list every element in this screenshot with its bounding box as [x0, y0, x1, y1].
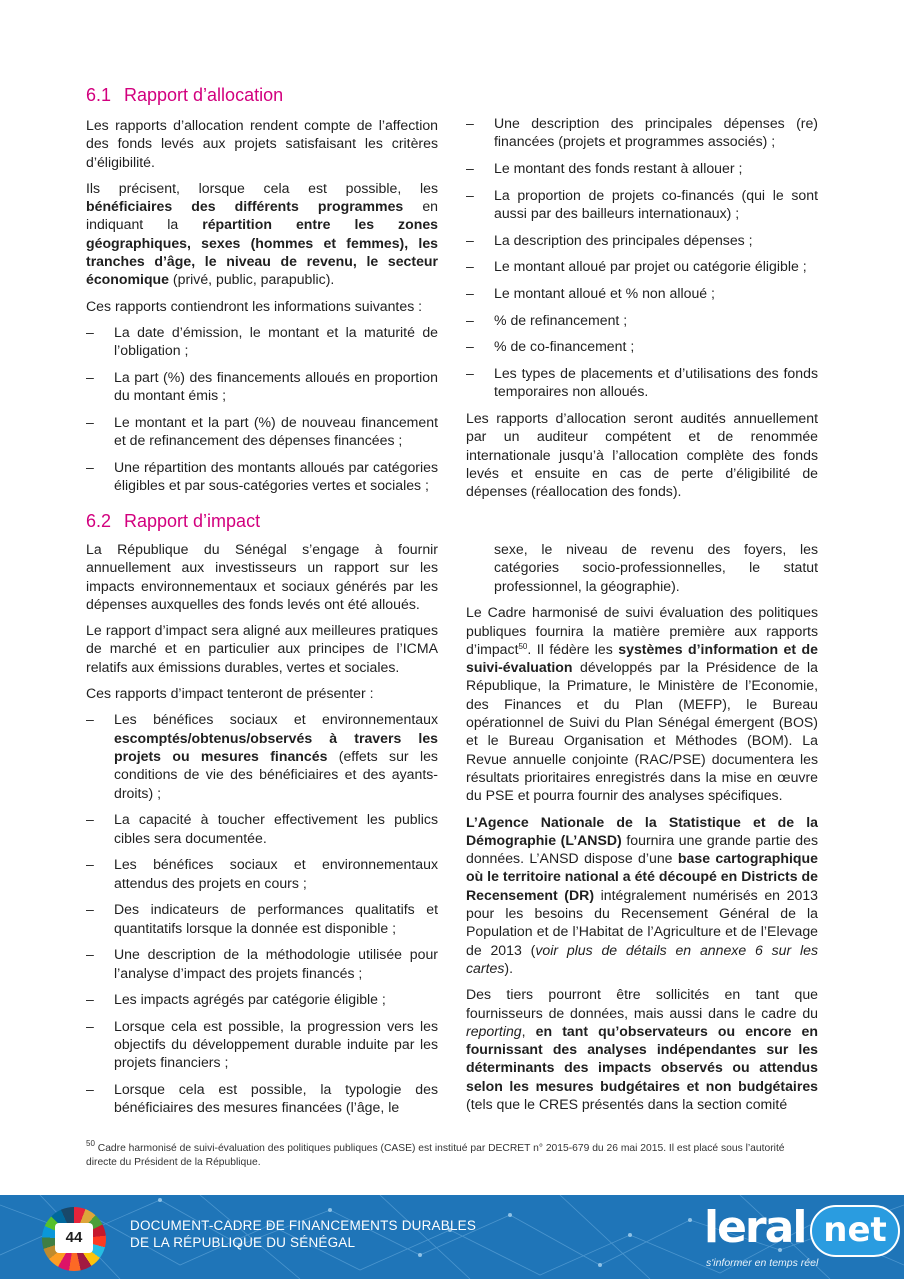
footer-title-line: DE LA RÉPUBLIQUE DU SÉNÉGAL: [130, 1235, 356, 1250]
logo-wordmark-leral: leral: [704, 1202, 806, 1253]
footnote-text: Cadre harmonisé de suivi-évaluation des politiques publiques (CASE) est institué par DECRET n° 2015-679 du 26 mai 2015. Il est placé sous l’autorité directe du Président de la République.: [86, 1143, 785, 1168]
bold-text: base cartographique où le territoire national a été découpé en Districts de Recensement (DR): [466, 850, 818, 903]
list-item: – % de refinancement ;: [466, 311, 818, 329]
text-run: Les bénéfices sociaux et environnementaux: [114, 711, 438, 728]
list-item: – % de co-financement ;: [466, 337, 818, 355]
list-item: – Les types de placements et d’utilisations des fonds temporaires non alloués.: [466, 364, 818, 401]
list-item: – Le montant alloué et % non alloué ;: [466, 284, 818, 302]
text-run: ).: [504, 959, 513, 976]
footer-title-line: DOCUMENT-CADRE DE FINANCEMENTS DURABLES: [130, 1218, 477, 1233]
paragraph: La République du Sénégal s’engage à fournir annuellement aux investisseurs un rapport sur les impacts environnementaux et sociaux générés par les dépenses auxquelles des fonds levés ont été alloués.: [86, 541, 438, 612]
text-run: (tels que le CRES présentés dans la section comité: [466, 1096, 788, 1112]
list-item: – La capacité à toucher effectivement les publics cibles sera documentée.: [86, 810, 438, 847]
bold-text: systèmes d’information et de suivi-évaluation: [466, 640, 819, 676]
list-item: – Le montant des fonds restant à allouer ;: [466, 159, 818, 177]
text-run: ,: [521, 1022, 536, 1039]
text-run: développés par la Présidence de la République, la Primature, le Ministère de l’Economie, des Finances et du Plan (MEFP), le Bureau opérationnel de Suivi du Plan Sénégal émergent (BOS) et le Bureau Organisation et Méthodes (BOM). La Revue annuelle conjointe (RAC/PSE) documentera les résultats prioritaires enregistrés dans la mise en œuvre du PSE et pourra fournir des analyses spécifiques.: [466, 659, 818, 804]
list-item: – Une répartition des montants alloués par catégories éligibles et par sous-catégories vertes et sociales ;: [86, 458, 438, 495]
list-item: – Une description des principales dépenses (re) financées (projets et programmes associés) ;: [466, 114, 818, 151]
text-run: (privé, public, parapublic).: [169, 271, 335, 288]
section-6-2-heading: [86, 510, 438, 532]
paragraph: Le rapport d’impact sera aligné aux meilleures pratiques de marché et en particulier aux principes de l’ICMA relatifs aux émissions durables, vertes et sociales.: [86, 622, 438, 675]
bold-text: bénéficiaires des différents programmes: [86, 198, 404, 215]
section-6-2-title: Rapport d’impact: [124, 511, 261, 531]
paragraph: Les rapports d’allocation seront audités annuellement par un auditeur compétent et de renommée internationale jusqu’à l’allocation complète des fonds levés et ensuite en cas de perte d’éligibilité de dépenses (réallocation des fonds).: [466, 410, 818, 500]
list-item: – La date d’émission, le montant et la maturité de l’obligation ;: [86, 323, 438, 360]
paragraph: [466, 985, 818, 1113]
section-6-1-right-column: [466, 114, 818, 509]
bold-text: L’Agence Nationale de la Statistique et de la Démographie (L’ANSD): [466, 813, 818, 848]
page-footer: [0, 1195, 904, 1279]
list-item: – Les impacts agrégés par catégorie éligible ;: [86, 990, 438, 1008]
logo-tagline: s'informer en temps réel: [706, 1257, 819, 1269]
text-run: Ils précisent, lorsque cela est possible, les: [86, 179, 438, 196]
allocation-list-left: [86, 323, 438, 495]
italic-text: voir plus de détails en annexe 6 sur les cartes: [466, 941, 818, 976]
text-run: Des tiers pourront être sollicités en tant que fournisseurs de données, mais aussi dans le cadre du: [466, 986, 818, 1021]
list-item: – Le montant et la part (%) de nouveau financement et de refinancement des dépenses financées ;: [86, 413, 438, 450]
text-run: . Il fédère les: [527, 640, 619, 657]
text-run: fournira une grande partie des données. L’ANSD dispose d’une: [466, 831, 818, 867]
list-item: [86, 710, 438, 801]
list-item: – Les bénéfices sociaux et environnementaux attendus des projets en cours ;: [86, 855, 438, 892]
list-item: – Lorsque cela est possible, la typologie des bénéficiaires des mesures financées (l’âge, le: [86, 1080, 438, 1117]
list-item: – La part (%) des financements alloués en proportion du montant émis ;: [86, 368, 438, 405]
footer-document-title: [130, 1217, 476, 1251]
text-run: (effets sur les conditions de vie des bénéficiaires et des ayants-droits) ;: [114, 747, 438, 801]
logo-wordmark-net: net: [810, 1205, 900, 1257]
footnote-ref[interactable]: 50: [518, 641, 528, 651]
leral-net-logo[interactable]: [700, 1201, 904, 1273]
text-run: Le Cadre harmonisé de suivi évaluation des politiques publiques fournira la matière première aux rapports d’impact: [466, 604, 818, 657]
paragraph: Les rapports d’allocation rendent compte de l’affection des fonds levés aux projets satisfaisant les critères d’éligibilité.: [86, 117, 438, 170]
paragraph: Ces rapports contiendront les informations suivantes :: [86, 297, 423, 314]
bold-text: escomptés/obtenus/observés à travers les projets ou mesures financés: [114, 729, 438, 764]
text-run: en indiquant la: [86, 198, 439, 233]
section-6-1-heading: [86, 84, 438, 106]
section-6-2-right-column: [466, 540, 818, 1121]
section-6-1-number: 6.1: [86, 85, 112, 105]
allocation-list-right: [466, 114, 818, 401]
impact-list: [86, 710, 438, 1116]
bold-text: répartition entre les zones géographiques, sexes (hommes et femmes), les tranches d’âge, le niveau de revenu, le secteur économique: [86, 216, 438, 288]
text-run: intégralement numérisés en 2013 pour les besoins du Recensement Général de la Population et de l’Habitat de l’Agriculture et de l’Elevage de 2013 (: [466, 886, 818, 958]
section-6-2-number: 6.2: [86, 511, 112, 531]
page-number: 44: [55, 1223, 93, 1253]
section-6-1-title: Rapport d’allocation: [124, 85, 284, 105]
list-item: – Des indicateurs de performances qualitatifs et quantitatifs lorsque la donnée est disponible ;: [86, 900, 438, 937]
list-item: – Lorsque cela est possible, la progression vers les objectifs du développement durable induite par les projets financiers ;: [86, 1017, 438, 1072]
impact-list-continued: [466, 540, 818, 595]
paragraph: [466, 813, 818, 978]
section-6-1-left-column: [86, 84, 438, 503]
paragraph: [86, 179, 438, 289]
list-item-continuation: sexe, le niveau de revenu des foyers, les catégories socio-professionnelles, le statut professionnel, la géographie).: [494, 541, 818, 594]
list-item: – Une description de la méthodologie utilisée pour l’analyse d’impact des projets financés ;: [86, 945, 438, 982]
section-6-2-left-column: [86, 510, 438, 1125]
list-item: – Le montant alloué par projet ou catégorie éligible ;: [466, 257, 818, 275]
list-item: – La proportion de projets co-financés (qui le sont aussi par des bailleurs internationaux) ;: [466, 186, 818, 223]
paragraph: [466, 603, 818, 804]
italic-text: reporting: [466, 1022, 522, 1039]
footnote: [86, 1139, 818, 1169]
bold-text: en tant qu’observateurs ou encore en fournissant des analyses indépendantes sur les déterminants des impacts observés ou attendus selon les mesures budgétaires et non budgétaires: [466, 1022, 818, 1094]
footnote-number: 50: [86, 1139, 95, 1148]
list-item: – La description des principales dépenses ;: [466, 231, 818, 249]
paragraph: Ces rapports d’impact tenteront de présenter :: [86, 685, 374, 702]
